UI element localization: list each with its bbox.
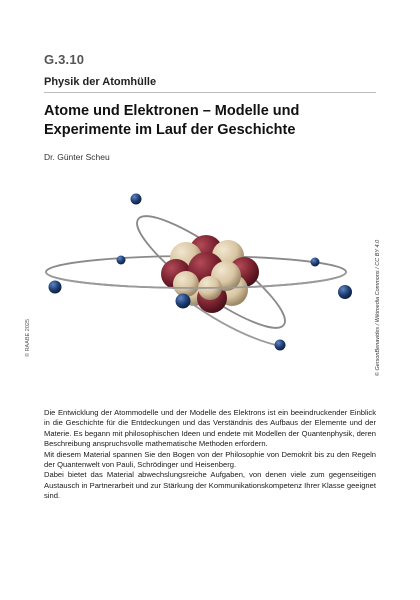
subject-heading: Physik der Atomhülle <box>44 76 157 88</box>
electron <box>117 256 126 265</box>
atom-model-illustration <box>36 186 366 362</box>
document-title: Atome und Elektronen – Modelle und Experimente im Lauf der Geschichte <box>44 103 300 138</box>
electron <box>338 285 352 299</box>
paragraph: Dabei bietet das Material abwechslungsreiche Aufgaben, von denen viele zum gegenseitigen Austausch in Partnerarbeit und zur Stärkung der Kommunikationskompetenz Ihrer Klasse geeignet sind. <box>44 470 376 501</box>
electron <box>275 340 286 351</box>
electron <box>176 294 191 309</box>
paragraph: Die Entwicklung der Atommodelle und der Modelle des Elektrons ist ein beeindruckender Einblick in die Geschichte für die Entdeckungen und das Verständnis des Aufbaus der Elemente und der Materie. Es begann mit philosophischen Ideen und endete mit Modellen der Quantenphysik, deren Beschreibung anspruchsvolle mathematische Methoden erfordern. <box>44 408 376 449</box>
electron <box>131 194 142 205</box>
paragraph: Mit diesem Material spannen Sie den Bogen von der Philosophie von Demokrit bis zu den Regeln der Quantenwelt von Pauli, Schrödinger und Heisenberg. <box>44 449 376 470</box>
material-code: G.3.10 <box>44 52 85 67</box>
electron <box>311 258 320 267</box>
intro-text <box>44 408 376 502</box>
electron <box>49 281 62 294</box>
author-name: Dr. Günter Scheu <box>44 152 110 162</box>
header-divider <box>44 92 376 93</box>
image-credit: © GersonBenavides / Wikimedia Commons / CC BY 4.0 <box>375 239 381 377</box>
copyright-notice: © RAABE 2025 <box>25 319 31 357</box>
